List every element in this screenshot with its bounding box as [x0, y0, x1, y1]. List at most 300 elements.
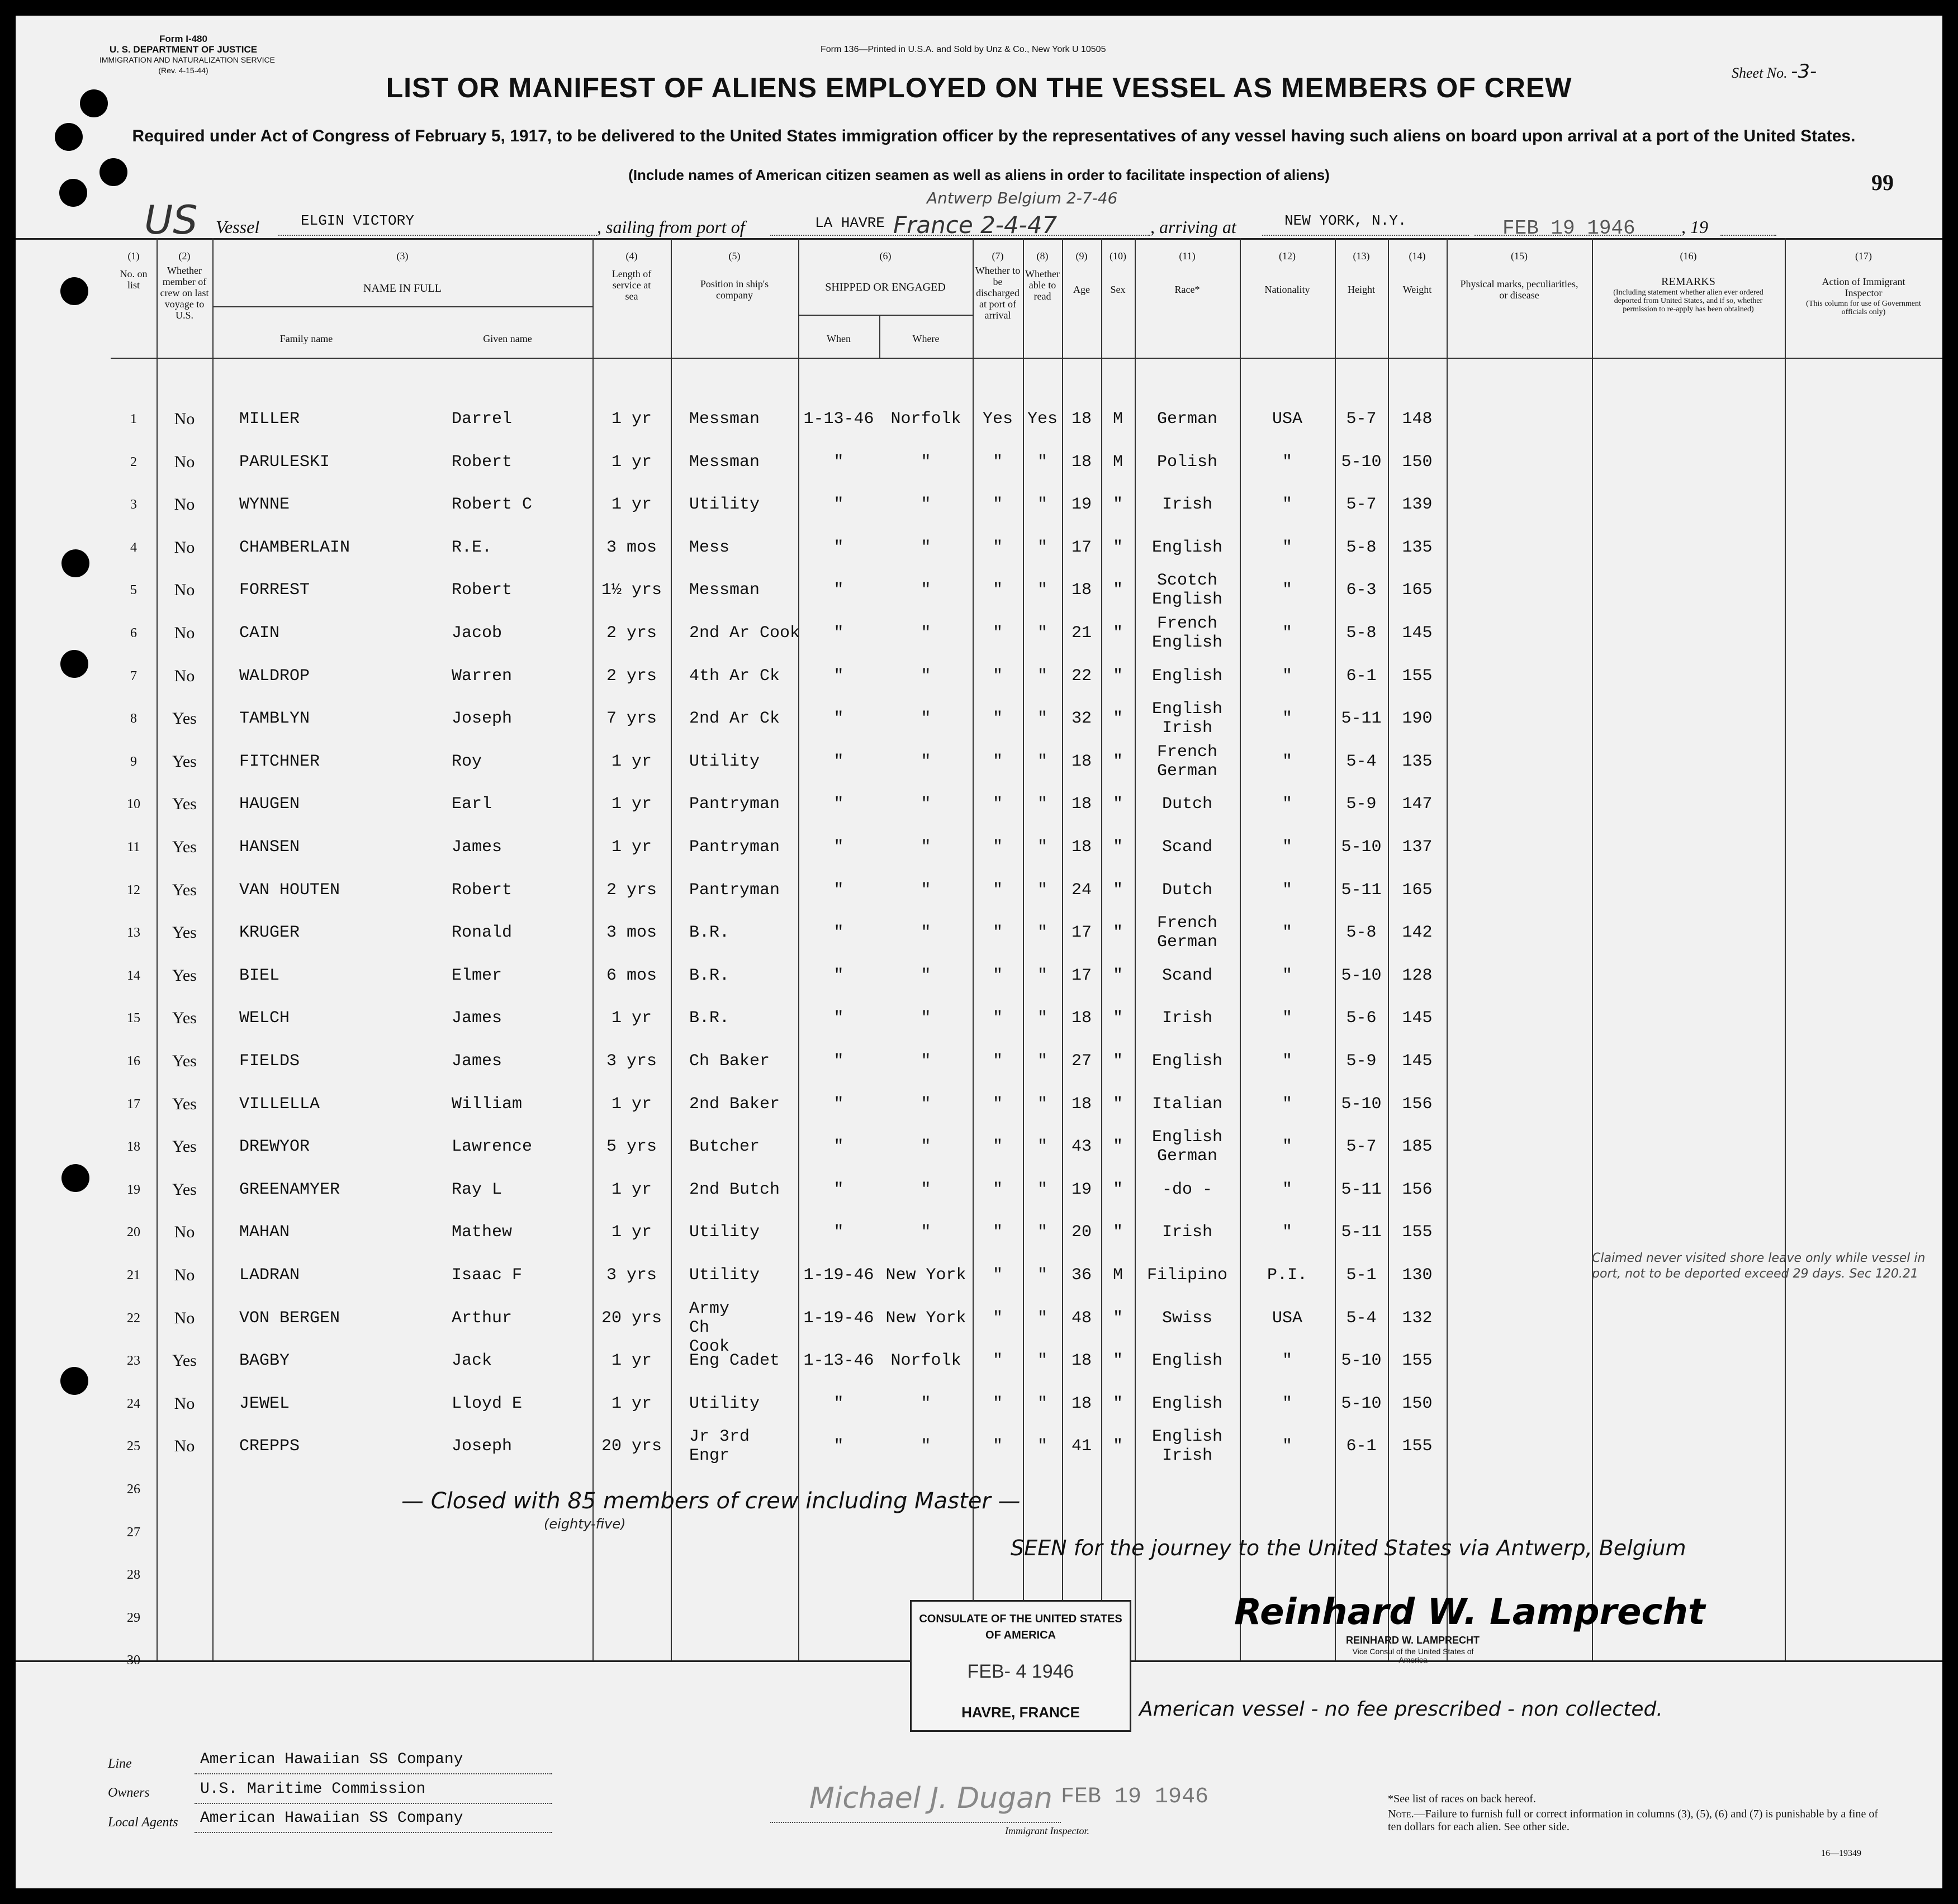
position-cell: Pantryman	[689, 795, 780, 814]
service-length-cell: 1½ yrs	[601, 581, 662, 600]
prev-voyage-cell: Yes	[172, 838, 197, 856]
shipped-where-cell: Norfolk	[890, 410, 961, 429]
consulate-stamp	[910, 1600, 1131, 1732]
punch-hole	[61, 549, 89, 577]
weight-cell: 145	[1402, 624, 1433, 643]
family-name-cell: FORREST	[239, 581, 310, 600]
col5-header: Position in ship's company	[700, 278, 769, 301]
row-number: 18	[127, 1139, 140, 1155]
weight-cell: 185	[1402, 1137, 1433, 1157]
sex-cell: "	[1112, 1137, 1123, 1157]
arriving-label: , arriving at	[1150, 217, 1236, 237]
punch-hole	[60, 1367, 88, 1395]
service-length-cell: 1 yr	[611, 495, 652, 515]
service-length-cell: 1 yr	[611, 1009, 652, 1028]
given-name-cell: Elmer	[452, 966, 502, 985]
service-length-cell: 3 yrs	[606, 1052, 657, 1071]
shipped-where-cell: New York	[885, 1308, 966, 1328]
nationality-cell: "	[1282, 1137, 1292, 1157]
department-name: U. S. DEPARTMENT OF JUSTICE	[109, 44, 258, 55]
service-length-cell: 1 yr	[611, 452, 652, 472]
weight-cell: 135	[1402, 538, 1433, 557]
sailing-label: , sailing from port of	[597, 217, 745, 237]
vessel-name: ELGIN VICTORY	[301, 212, 414, 229]
able-to-read-cell: "	[1037, 495, 1047, 515]
sex-cell: M	[1112, 452, 1123, 472]
sex-cell: "	[1112, 1308, 1123, 1328]
agents-value: American Hawaiian SS Company	[200, 1810, 463, 1827]
shipped-where-cell: "	[921, 581, 931, 600]
prev-voyage-cell: Yes	[172, 923, 197, 942]
weight-cell: 137	[1402, 838, 1433, 857]
nationality-cell: "	[1282, 1437, 1292, 1456]
age-cell: 36	[1071, 1266, 1092, 1285]
row-number: 21	[127, 1268, 140, 1283]
family-name-cell: WALDROP	[239, 666, 310, 686]
age-cell: 22	[1071, 666, 1092, 686]
race-cell: -do -	[1161, 1180, 1212, 1199]
nationality-cell: "	[1282, 624, 1292, 643]
row-number: 12	[127, 882, 140, 898]
age-cell: 17	[1071, 538, 1092, 557]
weight-cell: 165	[1402, 581, 1433, 600]
col16-subheader: (Including statement whether alien ever ordered deported from United States, and if so, whether permission to re-apply has been obtained)	[1613, 288, 1763, 314]
col6-where-header: Where	[912, 333, 940, 344]
weight-cell: 155	[1402, 1437, 1433, 1456]
age-cell: 18	[1071, 581, 1092, 600]
race-cell: Irish	[1161, 1009, 1212, 1028]
height-cell: 5-8	[1346, 923, 1377, 943]
shipped-where-cell: "	[921, 666, 931, 686]
height-cell: 5-9	[1346, 795, 1377, 814]
family-name-cell: DREWYOR	[239, 1137, 310, 1157]
sex-cell: M	[1112, 410, 1123, 429]
prev-voyage-cell: Yes	[172, 1052, 197, 1070]
discharged-cell: "	[992, 1009, 1003, 1028]
given-name-cell: Ray L	[452, 1180, 502, 1199]
service-length-cell: 1 yr	[611, 1351, 652, 1371]
nationality-cell: "	[1282, 538, 1292, 557]
shipped-when-cell: "	[833, 495, 844, 515]
col11-header: Race*	[1174, 284, 1200, 295]
able-to-read-cell: "	[1037, 1223, 1047, 1242]
able-to-read-cell: "	[1037, 923, 1047, 943]
sailing-port-handwritten: France 2-4-47	[893, 211, 1058, 239]
weight-cell: 147	[1402, 795, 1433, 814]
race-cell: English	[1151, 666, 1223, 686]
agents-label: Local Agents	[108, 1815, 178, 1830]
sex-cell: M	[1112, 1266, 1123, 1285]
service-length-cell: 2 yrs	[606, 880, 657, 900]
shipped-when-cell: "	[833, 1223, 844, 1242]
sex-cell: "	[1112, 1437, 1123, 1456]
sex-cell: "	[1112, 1009, 1123, 1028]
prev-voyage-cell: No	[174, 1308, 195, 1327]
weight-cell: 156	[1402, 1094, 1433, 1114]
sex-cell: "	[1112, 1223, 1123, 1242]
position-cell: Jr 3rd Engr	[689, 1427, 750, 1466]
row21-remarks: Claimed never visited shore leave only while vessel in port, not to be deported exceed 29 days. Sec 120.21	[1592, 1251, 1926, 1281]
position-cell: Army Ch Cook	[689, 1299, 730, 1356]
prev-voyage-cell: No	[174, 1223, 195, 1242]
consul-signature: Reinhard W. Lamprecht	[1234, 1592, 1705, 1633]
seen-note: SEEN for the journey to the United States via Antwerp, Belgium	[1011, 1536, 1686, 1560]
sex-cell: "	[1112, 495, 1123, 515]
prev-voyage-cell: No	[174, 1437, 195, 1456]
weight-cell: 145	[1402, 1052, 1433, 1071]
nationality-cell: "	[1282, 1009, 1292, 1028]
given-name-cell: Lawrence	[452, 1137, 533, 1157]
able-to-read-cell: "	[1037, 538, 1047, 557]
height-cell: 5-10	[1341, 1094, 1382, 1114]
height-cell: 5-8	[1346, 624, 1377, 643]
owners-label: Owners	[108, 1786, 150, 1800]
col5-number: (5)	[728, 250, 741, 262]
prev-voyage-cell: No	[174, 666, 195, 685]
nationality-cell: USA	[1272, 1308, 1302, 1328]
service-length-cell: 1 yr	[611, 795, 652, 814]
line-label: Line	[108, 1756, 132, 1771]
nationality-cell: "	[1282, 452, 1292, 472]
service-length-cell: 1 yr	[611, 752, 652, 771]
shipped-where-cell: "	[921, 1180, 931, 1199]
manifest-sheet	[16, 16, 1942, 1888]
shipped-where-cell: "	[921, 1437, 931, 1456]
shipped-when-cell: "	[833, 1180, 844, 1199]
weight-cell: 155	[1402, 1351, 1433, 1371]
col7-header: Whether to be discharged at port of arrival	[975, 265, 1021, 321]
punch-hole	[60, 277, 88, 305]
discharged-cell: "	[992, 624, 1003, 643]
shipped-where-cell: "	[921, 1009, 931, 1028]
height-cell: 5-7	[1346, 1137, 1377, 1157]
row-number: 24	[127, 1396, 140, 1411]
shipped-where-cell: "	[921, 495, 931, 515]
empty-row-number: 30	[127, 1653, 140, 1668]
shipped-where-cell: "	[921, 923, 931, 943]
family-name-cell: TAMBLYN	[239, 709, 310, 729]
prev-voyage-cell: Yes	[172, 709, 197, 728]
inspector-signature: Michael J. Dugan	[809, 1782, 1053, 1815]
shipped-when-cell: "	[833, 1437, 844, 1456]
position-cell: Pantryman	[689, 838, 780, 857]
service-length-cell: 6 mos	[606, 966, 657, 985]
family-name-cell: VON BERGEN	[239, 1308, 340, 1328]
given-name-cell: William	[452, 1094, 523, 1114]
race-cell: German	[1156, 410, 1218, 429]
col9-header: Age	[1073, 284, 1090, 295]
fee-note: American vessel - no fee prescribed - non collected.	[1139, 1698, 1663, 1721]
position-cell: 2nd Baker	[689, 1094, 780, 1114]
race-cell: Scand	[1161, 966, 1212, 985]
able-to-read-cell: "	[1037, 1052, 1047, 1071]
col6-header: SHIPPED OR ENGAGED	[825, 281, 946, 293]
sailing-port: LA HAVRE	[815, 215, 885, 231]
col1-number: (1)	[127, 250, 140, 262]
shipped-when-cell: "	[833, 795, 844, 814]
discharged-cell: "	[992, 1094, 1003, 1114]
vessel-label: Vessel	[216, 217, 260, 237]
col3-family-header: Family name	[279, 333, 333, 344]
nationality-cell: "	[1282, 1094, 1292, 1114]
consul-title: Vice Consul of the United States of America	[1352, 1647, 1474, 1664]
position-cell: 2nd Ar Cook	[689, 624, 800, 643]
race-cell: Polish	[1156, 452, 1218, 472]
service-length-cell: 3 yrs	[606, 1266, 657, 1285]
nationality-cell: "	[1282, 1223, 1292, 1242]
prev-voyage-cell: No	[174, 581, 195, 600]
service-length-cell: 1 yr	[611, 1180, 652, 1199]
age-cell: 18	[1071, 410, 1092, 429]
position-cell: Messman	[689, 452, 760, 472]
height-cell: 6-1	[1346, 666, 1377, 686]
position-cell: B.R.	[689, 923, 730, 943]
height-cell: 5-4	[1346, 1308, 1377, 1328]
nationality-cell: "	[1282, 495, 1292, 515]
year-label: , 19	[1681, 217, 1708, 237]
discharged-cell: "	[992, 1394, 1003, 1413]
empty-row-number: 27	[127, 1525, 140, 1540]
line-value: American Hawaiian SS Company	[200, 1751, 463, 1768]
shipped-when-cell: "	[833, 880, 844, 900]
nationality-cell: "	[1282, 795, 1292, 814]
prev-voyage-cell: Yes	[172, 1009, 197, 1028]
able-to-read-cell: "	[1037, 966, 1047, 985]
nationality-cell: "	[1282, 581, 1292, 600]
row-number: 22	[127, 1311, 140, 1326]
sex-cell: "	[1112, 1052, 1123, 1071]
age-cell: 18	[1071, 452, 1092, 472]
race-cell: English	[1151, 1351, 1223, 1371]
discharged-cell: "	[992, 1137, 1003, 1157]
given-name-cell: Robert	[452, 452, 513, 472]
race-cell: English	[1151, 1052, 1223, 1071]
family-name-cell: FITCHNER	[239, 752, 320, 771]
position-cell: Butcher	[689, 1137, 760, 1157]
stamp-line1: CONSULATE OF THE UNITED STATES	[919, 1613, 1122, 1625]
prev-voyage-cell: Yes	[172, 966, 197, 985]
race-cell: English Irish	[1151, 700, 1223, 738]
family-name-cell: WELCH	[239, 1009, 290, 1028]
age-cell: 48	[1071, 1308, 1092, 1328]
able-to-read-cell: "	[1037, 1351, 1047, 1371]
col2-number: (2)	[178, 250, 191, 262]
punch-hole	[55, 123, 83, 151]
closing-note-sub: (eighty-five)	[544, 1516, 626, 1532]
age-cell: 18	[1071, 1351, 1092, 1371]
service-length-cell: 1 yr	[611, 410, 652, 429]
able-to-read-cell: "	[1037, 795, 1047, 814]
row-number: 6	[130, 626, 137, 640]
row-number: 11	[127, 840, 140, 854]
able-to-read-cell: "	[1037, 838, 1047, 857]
sex-cell: "	[1112, 923, 1123, 943]
shipped-when-cell: "	[833, 838, 844, 857]
arriving-port: NEW YORK, N.Y.	[1284, 212, 1407, 229]
family-name-cell: HAUGEN	[239, 795, 300, 814]
race-cell: French German	[1156, 914, 1218, 952]
service-length-cell: 20 yrs	[601, 1437, 662, 1456]
page-title: LIST OR MANIFEST OF ALIENS EMPLOYED ON THE VESSEL AS MEMBERS OF CREW	[386, 72, 1572, 103]
prev-voyage-cell: Yes	[172, 1180, 197, 1199]
prev-voyage-cell: No	[174, 410, 195, 428]
age-cell: 18	[1071, 1094, 1092, 1114]
able-to-read-cell: "	[1037, 452, 1047, 472]
race-cell: Swiss	[1161, 1308, 1212, 1328]
col17-header: Action of Immigrant Inspector	[1822, 276, 1905, 298]
shipped-where-cell: "	[921, 1052, 931, 1071]
shipped-when-cell: "	[833, 709, 844, 729]
row-number: 1	[130, 412, 137, 426]
family-name-cell: JEWEL	[239, 1394, 290, 1413]
prev-voyage-cell: Yes	[172, 880, 197, 899]
shipped-when-cell: "	[833, 966, 844, 985]
position-cell: Utility	[689, 752, 760, 771]
shipped-when-cell: "	[833, 581, 844, 600]
col14-header: Weight	[1402, 284, 1432, 295]
age-cell: 18	[1071, 752, 1092, 771]
position-cell: Messman	[689, 581, 760, 600]
nationality-cell: "	[1282, 966, 1292, 985]
discharged-cell: "	[992, 923, 1003, 943]
able-to-read-cell: "	[1037, 624, 1047, 643]
age-cell: 18	[1071, 795, 1092, 814]
age-cell: 17	[1071, 923, 1092, 943]
shipped-when-cell: "	[833, 1052, 844, 1071]
family-name-cell: CHAMBERLAIN	[239, 538, 350, 557]
discharged-cell: "	[992, 838, 1003, 857]
age-cell: 20	[1071, 1223, 1092, 1242]
sex-cell: "	[1112, 838, 1123, 857]
race-cell: Irish	[1161, 1223, 1212, 1242]
age-cell: 27	[1071, 1052, 1092, 1071]
shipped-where-cell: "	[921, 838, 931, 857]
empty-row-number: 29	[127, 1610, 140, 1625]
discharged-cell: "	[992, 709, 1003, 729]
age-cell: 21	[1071, 624, 1092, 643]
nationality-cell: "	[1282, 752, 1292, 771]
shipped-when-cell: "	[833, 1137, 844, 1157]
discharged-cell: "	[992, 581, 1003, 600]
able-to-read-cell: "	[1037, 666, 1047, 686]
vessel-prefix-handwritten: US	[144, 197, 198, 243]
able-to-read-cell: "	[1037, 1094, 1047, 1114]
prev-voyage-cell: Yes	[172, 752, 197, 771]
nationality-cell: "	[1282, 923, 1292, 943]
shipped-when-cell: "	[833, 666, 844, 686]
shipped-where-cell: "	[921, 624, 931, 643]
age-cell: 19	[1071, 495, 1092, 515]
family-name-cell: CAIN	[239, 624, 280, 643]
weight-cell: 150	[1402, 1394, 1433, 1413]
given-name-cell: Darrel	[452, 410, 513, 429]
family-name-cell: MAHAN	[239, 1223, 290, 1242]
prev-voyage-cell: Yes	[172, 1351, 197, 1370]
weight-cell: 155	[1402, 666, 1433, 686]
form-number: Form I-480	[159, 34, 207, 44]
col7-number: (7)	[992, 250, 1004, 262]
discharged-cell: "	[992, 666, 1003, 686]
discharged-cell: "	[992, 452, 1003, 472]
weight-cell: 155	[1402, 1223, 1433, 1242]
nationality-cell: USA	[1272, 410, 1302, 429]
row-number: 20	[127, 1225, 140, 1240]
row-number: 19	[127, 1182, 140, 1197]
able-to-read-cell: "	[1037, 1180, 1047, 1199]
sex-cell: "	[1112, 709, 1123, 729]
row-number: 2	[130, 454, 137, 469]
discharged-cell: "	[992, 1180, 1003, 1199]
shipped-where-cell: "	[921, 880, 931, 900]
col13-header: Height	[1348, 284, 1375, 295]
family-name-cell: CREPPS	[239, 1437, 300, 1456]
height-cell: 5-10	[1341, 1394, 1382, 1413]
service-length-cell: 3 mos	[606, 538, 657, 557]
service-length-cell: 2 yrs	[606, 666, 657, 686]
discharged-cell: "	[992, 538, 1003, 557]
discharged-cell: Yes	[982, 410, 1013, 429]
able-to-read-cell: "	[1037, 880, 1047, 900]
shipped-when-cell: "	[833, 752, 844, 771]
height-cell: 5-1	[1346, 1266, 1377, 1285]
shipped-when-cell: "	[833, 1094, 844, 1114]
col11-number: (11)	[1179, 250, 1196, 262]
given-name-cell: Mathew	[452, 1223, 513, 1242]
family-name-cell: PARULESKI	[239, 452, 330, 472]
position-cell: B.R.	[689, 1009, 730, 1028]
given-name-cell: Jacob	[452, 624, 502, 643]
stamp-date: FEB- 4 1946	[967, 1661, 1074, 1682]
discharged-cell: "	[992, 966, 1003, 985]
col12-number: (12)	[1279, 250, 1296, 262]
race-cell: English	[1151, 1394, 1223, 1413]
height-cell: 5-10	[1341, 1351, 1382, 1371]
row-number: 25	[127, 1439, 140, 1454]
weight-cell: 132	[1402, 1308, 1433, 1328]
given-name-cell: James	[452, 838, 502, 857]
col15-number: (15)	[1511, 250, 1528, 262]
height-cell: 5-11	[1341, 880, 1382, 900]
shipped-where-cell: "	[921, 1223, 931, 1242]
sex-cell: "	[1112, 880, 1123, 900]
discharged-cell: "	[992, 1266, 1003, 1285]
given-name-cell: Lloyd E	[452, 1394, 523, 1413]
given-name-cell: Warren	[452, 666, 513, 686]
able-to-read-cell: "	[1037, 1394, 1047, 1413]
family-name-cell: HANSEN	[239, 838, 300, 857]
able-to-read-cell: "	[1037, 1437, 1047, 1456]
race-cell: Filipino	[1146, 1266, 1228, 1285]
age-cell: 43	[1071, 1137, 1092, 1157]
col4-number: (4)	[625, 250, 638, 262]
row-number: 5	[130, 583, 137, 598]
owners-value: U.S. Maritime Commission	[200, 1780, 426, 1798]
col10-header: Sex	[1110, 284, 1126, 295]
row-number: 7	[130, 668, 137, 683]
family-name-cell: FIELDS	[239, 1052, 300, 1071]
height-cell: 5-6	[1346, 1009, 1377, 1028]
empty-row-number: 26	[127, 1482, 140, 1497]
col14-number: (14)	[1409, 250, 1426, 262]
col17-subheader: (This column for use of Government officials only)	[1806, 300, 1921, 316]
given-name-cell: Roy	[452, 752, 482, 771]
position-cell: Eng Cadet	[689, 1351, 780, 1371]
height-cell: 5-9	[1346, 1052, 1377, 1071]
col6-when-header: When	[827, 333, 851, 344]
nationality-cell: "	[1282, 666, 1292, 686]
col15-header: Physical marks, peculiarities, or disease	[1460, 278, 1578, 301]
family-name-cell: KRUGER	[239, 923, 300, 943]
